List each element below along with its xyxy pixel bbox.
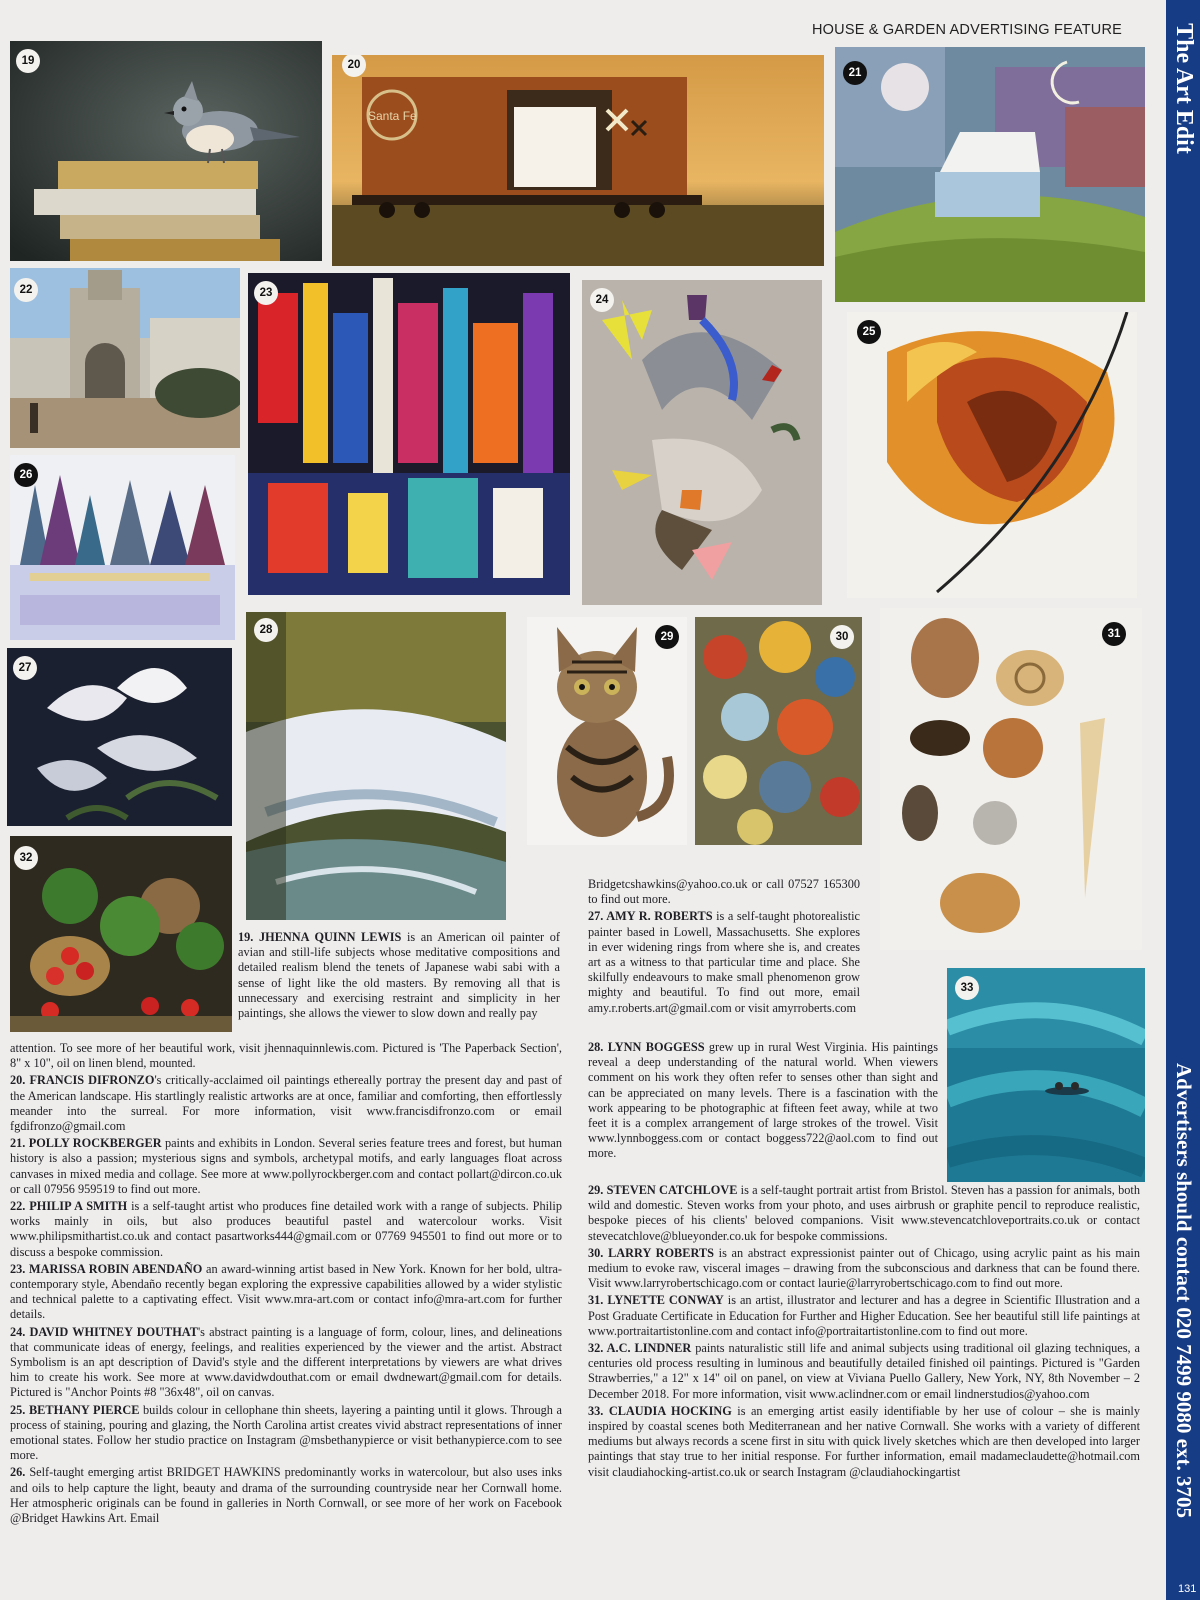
artwork-23-colourful-abstract xyxy=(248,273,570,595)
artist-entry xyxy=(588,909,860,1015)
artwork-number-badge: 29 xyxy=(655,625,679,649)
artwork-25-orange-flower-abstract xyxy=(847,312,1137,598)
artwork-32-strawberries-rabbit xyxy=(10,836,232,1032)
artist-entry xyxy=(588,1404,1140,1480)
artwork-number-badge: 26 xyxy=(14,463,38,487)
artist-description: is an emerging artist easily identifiable by her use of colour – she is mainly inspired by coastal scenes both Mediterranean and her native Cornwall. She works with a variety of different mediums but always records a scene first in situ with quick lively sketches which are then developed into larger paintings that stay true to her initial response. For further information, email madameclaudette@hotmail.com visit claudiahocking-artist.co.uk or search Instagram @claudiahockingartist xyxy=(588,1403,1140,1479)
artist-name: 32. A.C. LINDNER xyxy=(588,1341,692,1356)
artist-description: is an artist, illustrator and lecturer and has a degree in Scientific Illustration and a Post Graduate Certificate in Education for Further and Higher Education. See her beautiful still life paintings at www.portraitartistonline.com and contact info@portraitartistonline.com to find out more. xyxy=(588,1293,1140,1338)
artwork-number-badge: 19 xyxy=(16,49,40,73)
artist-name: 20. FRANCIS DIFRONZO xyxy=(10,1073,155,1088)
santa-fe-logo: Santa Fe xyxy=(368,109,417,123)
artist-description: Bridgetcshawkins@yahoo.co.uk or call 07527 165300 to find out more. xyxy=(588,877,860,907)
artist-description: grew up in rural West Virginia. His paintings reveal a deep understanding of the natural world. When viewers comment on his work they often refer to senses other than sight and can be appreciated on many levels. There is a fascination with the work appearing to be photographic at fifteen feet away, while at two feet it is a complex arrangement of large strokes of the trowel. Visit www.lynnboggess.com or contact boggess722@aol.com to find out more. xyxy=(588,1040,938,1161)
artist-description: an award-winning artist based in New York. Known for her bold, ultra-contemporary style, Abendaño recently began exploring the expressive capabilities allowed by a wider stylistic and technical palette to a captivating effect. Visit www.mra-art.com or contact info@mra-art.com for further details. xyxy=(10,1261,563,1322)
artist-name: 31. LYNETTE CONWAY xyxy=(588,1293,724,1308)
artwork-31-seashells xyxy=(880,608,1142,950)
artist-description: is a self-taught artist who produces fine detailed work with a range of subjects. Philip works mainly in oils, but also produces beautiful pastel and watercolour works. Visit www.philipsmithartist.co.uk and contact pasartworks444@gmail.com or 07769 945501 to find out more or to discuss a bespoke commission. xyxy=(10,1199,562,1259)
artist-description: builds colour in cellophane thin sheets, layering a painting until it glows. Through a process of staining, pouring and glazing, the North Carolina artist creates vivid abstract representations of inner emotional states. Follow her studio practice on Instagram @msbethanypierce or visit bethanypierce.com to see more. xyxy=(10,1402,563,1463)
artist-name: 33. CLAUDIA HOCKING xyxy=(588,1403,732,1418)
artist-entry xyxy=(588,1246,1140,1292)
artist-name: 25. BETHANY PIERCE xyxy=(10,1402,140,1417)
artwork-number-badge: 28 xyxy=(254,618,278,642)
artist-description: Self-taught emerging artist BRIDGET HAWKINS predominantly works in watercolour, but also uses inks and oils to help capture the light, beauty and drama of the surrounding countryside near her Cornwall home. Her atmospheric originals can be found in galleries in North Cornwall, or see more of her work on Facebook @Bridget Hawkins Art. Email xyxy=(10,1465,562,1526)
entry-text-block-middle xyxy=(588,877,860,1018)
artist-name: 24. DAVID WHITNEY DOUTHAT xyxy=(10,1324,198,1339)
advertising-feature-header: HOUSE & GARDEN ADVERTISING FEATURE xyxy=(812,22,1123,38)
artwork-number-badge: 33 xyxy=(955,976,979,1000)
artwork-27-white-lilies xyxy=(7,648,232,826)
entry-text-block-left xyxy=(10,1041,562,1528)
artist-description: 's abstract painting is a language of form, colour, lines, and delineations that communicate ideas of energy, feelings, and realities experienced by the viewer and the artist. Abstract Symbolism is an apt description of David's style and the different interpretations by viewers are what drives him to create his work. See more at www.davidwdouthat.com or email dwdnewart@gmail.com for details. Pictured is "Anchor Points #8 "36x48", oil on canvas. xyxy=(10,1324,562,1400)
artist-name: 22. PHILIP A SMITH xyxy=(10,1199,128,1214)
artist-description: 's critically-acclaimed oil paintings ethereally portray the present day and past of the American landscape. His startlingly realistic artworks are at once, familiar and comforting, then effortlessly meander into the surreal. For more information, visit www.francisdifronzo.com or email fgdifronzo@gmail.com xyxy=(10,1073,563,1134)
artist-description: attention. To see more of her beautiful work, visit jhennaquinnlewis.com. Pictured is 'The Paperback Section', 8" x 10", oil on linen blend, mounted. xyxy=(10,1041,562,1071)
artist-description: paints and exhibits in London. Several series feature trees and forest, but human history is also a passion; mysterious signs and symbols, archetypal motifs, and early languages float across canvases in mixed media and collage. See more at www.pollyrockberger.com and contact pollart@dircon.co.uk or call 07956 959519 to find out more. xyxy=(10,1136,562,1196)
artist-name: 27. AMY R. ROBERTS xyxy=(588,909,713,924)
artist-entry xyxy=(588,1293,1140,1339)
artwork-number-badge: 21 xyxy=(843,61,867,85)
artwork-number-badge: 23 xyxy=(254,281,278,305)
artist-entry xyxy=(10,1136,562,1197)
artwork-28-river-landscape xyxy=(246,612,506,920)
artwork-19-bird-on-books xyxy=(10,41,322,261)
artist-entry xyxy=(588,1341,1140,1402)
artwork-24-geometric-abstract xyxy=(582,280,822,605)
spine-advertiser-contact xyxy=(1166,1010,1200,1570)
artist-description: is an abstract expressionist painter out of Chicago, using acrylic paint as his main medium to evoke raw, visceral images – drawing from the subconscious and darkness that can be found there. Visit www.larryrobertschicago.com or contact laurie@larryrobertschicago.com to find out more. xyxy=(588,1245,1141,1291)
artist-description: is a self-taught photorealistic painter based in Lowell, Massachusetts. She explores in ever widening rings from where she is, and creates art as a witness to that particular time and place. She skilfully endeavours to make small phenomenon grow mighty and beautiful. To find out more, email amy.r.roberts.art@gmail.com or visit amyrroberts.com xyxy=(588,909,860,1015)
artwork-number-badge: 30 xyxy=(830,625,854,649)
artist-description: paints naturalistic still life and animal subjects using traditional oil glazing techniques, a centuries old process resulting in luminous and beautifully detailed finished oil paintings. Pictured is "Garden Strawberries," a 12" x 14" oil on panel, on view at Viviana Puello Gallery, New York, NY, 8th November – 2 December 2018. For more information, visit www.aclindner.com or email lindnerstudios@yahoo.com xyxy=(588,1341,1140,1401)
entry-text-block-right-middle xyxy=(588,1040,938,1164)
artwork-number-badge: 31 xyxy=(1102,622,1126,646)
artist-entry xyxy=(10,1199,562,1260)
artist-entry xyxy=(10,1325,562,1401)
artwork-number-badge: 24 xyxy=(590,288,614,312)
artist-name: 21. POLLY ROCKBERGER xyxy=(10,1136,162,1151)
artwork-30-textured-abstract xyxy=(695,617,862,845)
artwork-number-badge: 20 xyxy=(342,55,366,77)
artist-entry xyxy=(10,1073,562,1134)
artist-entry xyxy=(10,1403,562,1464)
artist-name: 26. xyxy=(10,1465,26,1480)
artwork-22-clock-tower-street xyxy=(10,268,240,448)
artwork-33-turquoise-sea-kayak xyxy=(947,968,1145,1182)
spine-section-title xyxy=(1166,8,1200,168)
artist-name: 29. STEVEN CATCHLOVE xyxy=(588,1183,738,1197)
artist-name: 19. JHENNA QUINN LEWIS xyxy=(238,930,402,944)
page-number: 131 xyxy=(1178,1583,1197,1595)
artwork-21-house-landscape xyxy=(835,47,1145,302)
entry-text-block-right-bottom xyxy=(588,1183,1140,1482)
artist-description: is a self-taught portrait artist from Bristol. Steven has a passion for animals, both wild and domestic. Steven works from your photo, and uses airbrush or graphite pencil to reproduce realistic, bespoke pieces of his clients' beloved companions. Visit www.stevencatchloveportraits.co.uk or contact stevecatchlove@blueyonder.co.uk for bespoke commissions. xyxy=(588,1183,1140,1243)
artwork-20-santa-fe-boxcar xyxy=(332,55,824,266)
artist-entry xyxy=(10,1262,562,1323)
artist-name: 28. LYNN BOGGESS xyxy=(588,1040,705,1054)
advertiser-contact-text: Advertisers should contact 020 7499 9080 ext. 3705 xyxy=(1171,1062,1196,1518)
artist-entry xyxy=(238,930,560,1021)
artist-name: 30. LARRY ROBERTS xyxy=(588,1245,714,1260)
artist-entry xyxy=(10,1041,562,1071)
entry-text-block-upper-left xyxy=(238,930,560,1023)
artist-description: is an American oil painter of avian and still-life subjects whose meditative compositions and detailed realism blend the tenets of Japanese wabi sabi with a sense of light like the old masters. By removing all that is unnecessary and exercising restraint and simplicity in her paintings, she allows the viewer to slow down and really pay xyxy=(238,930,560,1021)
artist-entry xyxy=(10,1465,562,1526)
artwork-26-watercolour-trees xyxy=(10,455,235,640)
artist-name: 23. MARISSA ROBIN ABENDAÑO xyxy=(10,1261,203,1276)
section-title: The Art Edit xyxy=(1170,22,1197,154)
artwork-number-badge: 32 xyxy=(14,846,38,870)
artwork-number-badge: 22 xyxy=(14,278,38,302)
artist-entry xyxy=(588,1183,1140,1244)
artwork-29-tabby-cat xyxy=(527,617,687,845)
artist-entry xyxy=(588,877,860,907)
artwork-number-badge: 27 xyxy=(13,656,37,680)
artwork-number-badge: 25 xyxy=(857,320,881,344)
artist-entry xyxy=(588,1040,938,1162)
